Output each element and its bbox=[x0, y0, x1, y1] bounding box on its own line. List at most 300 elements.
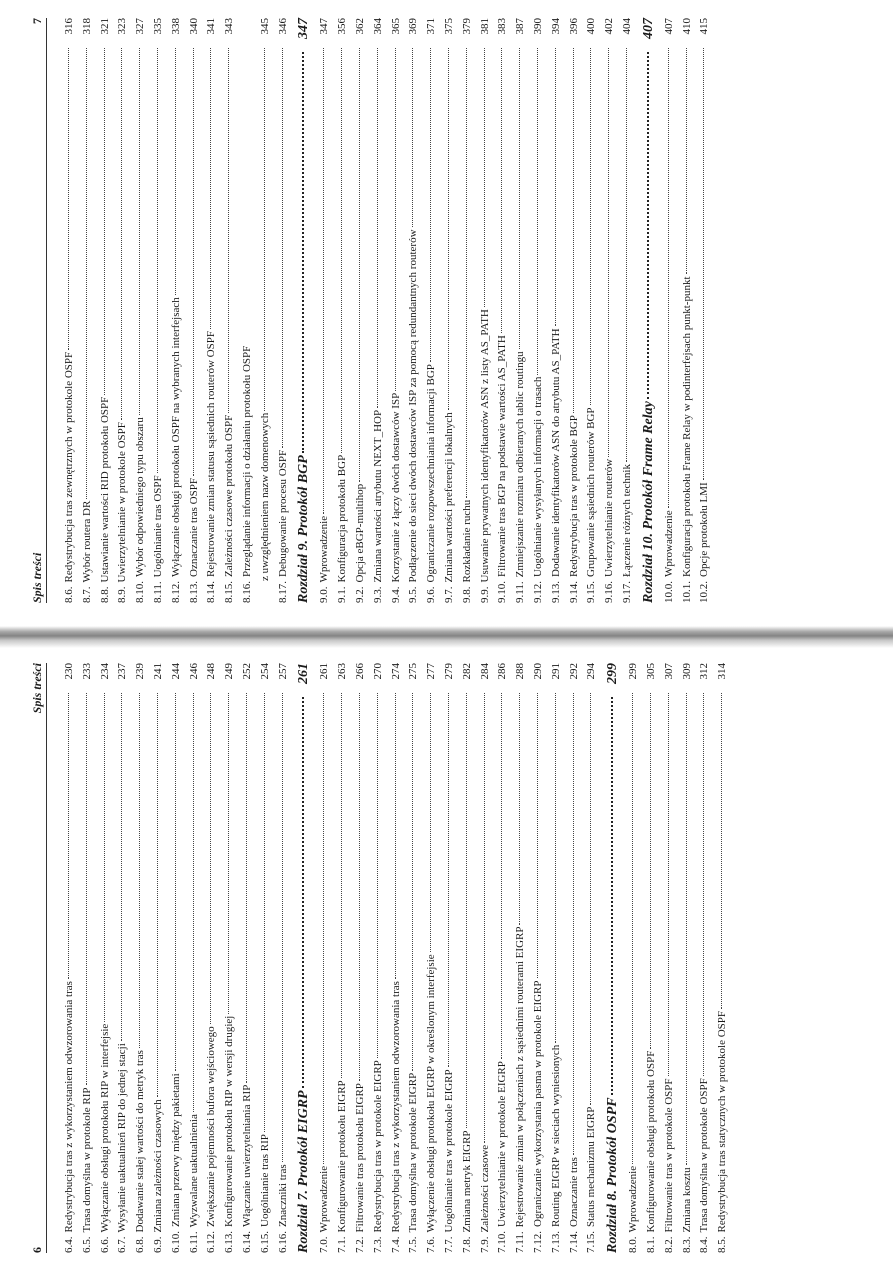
entry-page: 345 bbox=[258, 18, 271, 35]
entry-page: 254 bbox=[258, 663, 271, 680]
entry-number: 6.15. bbox=[258, 1231, 271, 1253]
entry-title: Dodawanie stałej wartości do metryk tras bbox=[134, 1050, 147, 1233]
entry-title: Konfigurowanie protokołu RIP w wersji drugiej bbox=[223, 1015, 236, 1227]
entry-page: 249 bbox=[223, 663, 236, 680]
toc-entry-row bbox=[132, 18, 150, 603]
entry-number: 6.13. bbox=[223, 1231, 236, 1253]
entry-page: 347 bbox=[318, 18, 331, 35]
entry-page: 248 bbox=[205, 663, 218, 680]
entry-number: 8.15. bbox=[223, 581, 236, 603]
dot-leader bbox=[377, 48, 378, 408]
toc-entry-row bbox=[441, 18, 459, 603]
entry-title: Uwierzytelnianie w protokole OSPF bbox=[116, 422, 129, 583]
entry-number: 8.16. bbox=[240, 581, 253, 603]
toc-entry-row bbox=[696, 663, 714, 1253]
entry-page: 369 bbox=[407, 18, 420, 35]
entry-number: 9.9. bbox=[478, 586, 491, 603]
toc-entry-row bbox=[132, 663, 150, 1253]
entry-number: 10.1. bbox=[680, 581, 693, 603]
entry-title: Zmiana przerwy między pakietami bbox=[169, 1073, 182, 1227]
toc-entry-row bbox=[512, 18, 530, 603]
entry-number: 9.13. bbox=[549, 581, 562, 603]
entry-number: 9.11. bbox=[514, 581, 527, 603]
toc-entry-row bbox=[316, 18, 334, 603]
entry-title: Zmniejszanie rozmiaru odbieranych tablic routingu bbox=[514, 351, 527, 578]
dot-leader bbox=[626, 48, 627, 462]
dot-leader bbox=[139, 48, 140, 415]
dot-leader bbox=[668, 48, 669, 508]
toc-entry-row bbox=[388, 18, 406, 603]
toc-entry-row bbox=[512, 663, 530, 1253]
entry-number: 8.2. bbox=[662, 1236, 675, 1253]
entry-number: 6.14. bbox=[240, 1231, 253, 1253]
entry-number: 8.17. bbox=[276, 581, 289, 603]
toc-entry-row bbox=[679, 18, 697, 603]
toc-entry-row bbox=[114, 18, 132, 603]
dot-leader bbox=[466, 48, 467, 498]
entry-page: 415 bbox=[698, 18, 711, 35]
entry-title: Wybór odpowiedniego typu obszaru bbox=[134, 417, 147, 577]
toc-entry-row bbox=[583, 663, 601, 1253]
entry-number: 8.11. bbox=[151, 581, 164, 603]
entry-page: 284 bbox=[478, 663, 491, 680]
entry-title: Wprowadzenie bbox=[318, 515, 331, 583]
entry-title: Dodawanie identyfikatorów ASN do atrybutu AS_PATH bbox=[549, 328, 562, 577]
entry-number: 9.15. bbox=[585, 581, 598, 603]
entry-number: 9.4. bbox=[389, 586, 402, 603]
dot-leader bbox=[121, 48, 122, 420]
gutter-shadow bbox=[0, 626, 893, 648]
entry-title: Zmiana kosztu bbox=[680, 1167, 693, 1233]
entry-number: 6.4. bbox=[63, 1236, 75, 1253]
entry-number: 6.6. bbox=[98, 1236, 111, 1253]
toc-entry-row bbox=[661, 663, 679, 1253]
toc-entry-row bbox=[530, 18, 548, 603]
entry-title: Wyłączenie obsługi protokołu EIGRP w określonym interfejsie bbox=[425, 954, 438, 1233]
entry-title: Status mechanizmu EIGRP bbox=[585, 1106, 598, 1227]
entry-number: 8.1. bbox=[644, 1236, 657, 1253]
entry-page: 381 bbox=[478, 18, 491, 35]
entry-number: 6.5. bbox=[80, 1236, 93, 1253]
entry-page: 233 bbox=[80, 663, 93, 680]
dot-leader bbox=[282, 48, 283, 448]
entry-page: 241 bbox=[151, 663, 164, 680]
entry-page: 266 bbox=[353, 663, 366, 680]
entry-page: 234 bbox=[98, 663, 111, 680]
entry-title: Redystrybucja tras z wykorzystaniem odwzorowania tras bbox=[63, 981, 75, 1233]
toc-entry-row bbox=[423, 663, 441, 1253]
entry-number: 7.4. bbox=[389, 1236, 402, 1253]
entry-page: 261 bbox=[296, 663, 312, 684]
entry-page: 390 bbox=[531, 18, 544, 35]
entry-page: 407 bbox=[640, 18, 656, 39]
entry-title: Konfigurowanie obsługi protokołu OSPF bbox=[644, 1050, 657, 1233]
toc-entry-row bbox=[370, 663, 388, 1253]
entry-page: 270 bbox=[371, 663, 384, 680]
toc-entry-row bbox=[530, 663, 548, 1253]
chapter-title: Rozdział 8. Protokół OSPF bbox=[605, 1097, 621, 1253]
dot-leader bbox=[668, 693, 669, 1077]
page-header bbox=[30, 18, 47, 603]
dot-leader bbox=[650, 693, 651, 1049]
right-page bbox=[30, 18, 870, 603]
entry-page: 257 bbox=[276, 663, 289, 680]
entry-title: Przeglądanie informacji o działaniu protokołu OSPF bbox=[240, 345, 253, 577]
entry-title: Redystrybucja tras w protokole EIGRP bbox=[371, 1060, 384, 1233]
toc-entry-row bbox=[643, 663, 661, 1253]
dot-leader bbox=[359, 693, 360, 1081]
entry-title: Opcja eBGP-multihop bbox=[353, 483, 366, 583]
toc-entry-row bbox=[221, 663, 239, 1253]
entry-number: 7.2. bbox=[353, 1236, 366, 1253]
entry-page: 299 bbox=[605, 663, 621, 684]
toc-entry-row bbox=[441, 663, 459, 1253]
entry-number: 7.3. bbox=[371, 1236, 384, 1253]
dot-leader bbox=[686, 693, 687, 1165]
dot-leader bbox=[686, 48, 687, 274]
entry-page: 375 bbox=[442, 18, 455, 35]
entry-number: 7.9. bbox=[478, 1236, 491, 1253]
entry-title: Zwiększanie pojemności bufora wejściowego bbox=[205, 1026, 218, 1227]
entry-number: 9.2. bbox=[353, 586, 366, 603]
entry-number: 7.7. bbox=[442, 1236, 455, 1253]
dot-leader bbox=[246, 693, 247, 1083]
dot-leader bbox=[573, 48, 574, 413]
dot-leader bbox=[519, 48, 520, 349]
dot-leader bbox=[157, 693, 158, 1097]
dot-leader bbox=[608, 48, 609, 457]
dot-leader bbox=[193, 48, 194, 476]
toc-entry-row bbox=[548, 663, 566, 1253]
toc-entry-row bbox=[459, 18, 477, 603]
entry-number: 7.1. bbox=[336, 1236, 349, 1253]
entry-page: 292 bbox=[567, 663, 580, 680]
dot-leader bbox=[590, 693, 591, 1105]
entry-number: 6.16. bbox=[276, 1231, 289, 1253]
page-header bbox=[30, 663, 47, 1253]
dot-leader bbox=[501, 48, 502, 333]
entry-number: 8.0. bbox=[627, 1236, 640, 1253]
entry-page: 394 bbox=[549, 18, 562, 35]
dot-leader bbox=[175, 48, 176, 295]
entry-title: Uogólnianie wysyłanych informacji o trasach bbox=[531, 376, 544, 577]
toc-chapter-row bbox=[637, 18, 661, 603]
entry-number: 9.17. bbox=[620, 581, 633, 603]
toc-entry-row bbox=[696, 18, 714, 603]
entry-number: 8.7. bbox=[80, 586, 93, 603]
entry-page: 290 bbox=[531, 663, 544, 680]
toc-entry-row bbox=[352, 663, 370, 1253]
entry-title: Trasa domyślna w protokole OSPF bbox=[698, 1078, 711, 1233]
entry-number: 8.12. bbox=[169, 581, 182, 603]
dot-leader bbox=[228, 693, 229, 1014]
entry-number: 8.4. bbox=[698, 1236, 711, 1253]
entry-title: Uwierzytelnianie routerów bbox=[603, 458, 616, 577]
entry-page: 277 bbox=[425, 663, 438, 680]
dot-leader bbox=[466, 693, 467, 1128]
dot-leader bbox=[703, 48, 704, 480]
toc-list bbox=[61, 663, 732, 1253]
entry-title: Zmiana wartości atrybutu NEXT_HOP bbox=[371, 409, 384, 583]
dot-leader bbox=[590, 48, 591, 405]
toc-entry-row bbox=[714, 663, 732, 1253]
entry-page: 335 bbox=[151, 18, 164, 35]
page-number: 6 bbox=[30, 1247, 44, 1253]
entry-page: 244 bbox=[169, 663, 182, 680]
dot-leader bbox=[264, 48, 265, 411]
entry-title: Zależności czasowe protokołu OSPF bbox=[223, 414, 236, 577]
entry-page: 286 bbox=[496, 663, 509, 680]
entry-page: 263 bbox=[336, 663, 349, 680]
entry-page: 282 bbox=[460, 663, 473, 680]
toc-chapter-row bbox=[292, 663, 316, 1253]
entry-title: Zmiana metryk EIGRP bbox=[460, 1130, 473, 1233]
dot-leader bbox=[519, 693, 520, 925]
dot-leader bbox=[157, 48, 158, 473]
dot-leader bbox=[86, 48, 87, 499]
entry-page: 252 bbox=[240, 663, 253, 680]
left-page bbox=[30, 663, 870, 1253]
entry-title: Wprowadzenie bbox=[318, 1165, 331, 1233]
entry-page: 341 bbox=[205, 18, 218, 35]
dot-leader bbox=[484, 693, 485, 1143]
toc-entry-row bbox=[601, 18, 619, 603]
entry-page: 327 bbox=[134, 18, 147, 35]
dot-leader bbox=[647, 52, 649, 399]
entry-number: 7.0. bbox=[318, 1236, 331, 1253]
toc-entry-row bbox=[494, 18, 512, 603]
entry-title: Znaczniki tras bbox=[276, 1164, 289, 1227]
entry-title: Zmiana wartości preferencji lokalnych bbox=[442, 412, 455, 583]
toc-entry-row bbox=[150, 18, 168, 603]
toc-entry-row bbox=[459, 663, 477, 1253]
entry-number: 7.12. bbox=[531, 1231, 544, 1253]
entry-page: 294 bbox=[585, 663, 598, 680]
toc-entry-row bbox=[61, 663, 79, 1253]
toc-entry-row bbox=[275, 18, 293, 603]
dot-leader bbox=[323, 693, 324, 1164]
dot-leader bbox=[228, 48, 229, 413]
entry-number: 6.9. bbox=[151, 1236, 164, 1253]
toc-entry-row bbox=[257, 18, 275, 603]
entry-title: Uogólnianie tras RIP bbox=[258, 1134, 271, 1227]
toc-entry-row bbox=[566, 18, 584, 603]
dot-leader bbox=[139, 693, 140, 1048]
entry-page: 314 bbox=[716, 663, 729, 680]
entry-page: 402 bbox=[603, 18, 616, 35]
entry-page: 365 bbox=[389, 18, 402, 35]
entry-page: 404 bbox=[620, 18, 633, 35]
dot-leader bbox=[703, 693, 704, 1076]
entry-page: 318 bbox=[80, 18, 93, 35]
toc-chapter-row bbox=[292, 18, 316, 603]
toc-entry-row bbox=[239, 663, 257, 1253]
dot-leader bbox=[302, 697, 304, 1088]
toc-entry-row bbox=[566, 663, 584, 1253]
toc-entry-row bbox=[583, 18, 601, 603]
entry-number: 9.10. bbox=[496, 581, 509, 603]
toc-entry-row bbox=[661, 18, 679, 603]
entry-page: 312 bbox=[698, 663, 711, 680]
entry-number: 7.13. bbox=[549, 1231, 562, 1253]
dot-leader bbox=[121, 693, 122, 1041]
entry-page: 307 bbox=[662, 663, 675, 680]
toc-entry-row bbox=[203, 663, 221, 1253]
dot-leader bbox=[104, 693, 105, 1022]
toc-entry-row bbox=[97, 663, 115, 1253]
entry-number: 6.11. bbox=[187, 1231, 200, 1253]
toc-entry-row bbox=[405, 18, 423, 603]
dot-leader bbox=[555, 48, 556, 326]
toc-entry-row bbox=[257, 663, 275, 1253]
dot-leader bbox=[501, 693, 502, 1059]
entry-title: Wybór routera DR bbox=[80, 500, 93, 583]
entry-page: 316 bbox=[63, 18, 75, 35]
entry-page: 309 bbox=[680, 663, 693, 680]
toc-entry-row bbox=[494, 663, 512, 1253]
dot-leader bbox=[68, 693, 69, 979]
toc-entry-row bbox=[619, 18, 637, 603]
entry-number: 7.10. bbox=[496, 1231, 509, 1253]
dot-leader bbox=[537, 48, 538, 375]
entry-number: 9.6. bbox=[425, 586, 438, 603]
entry-title: Wprowadzenie bbox=[627, 1165, 640, 1233]
entry-number: 8.3. bbox=[680, 1236, 693, 1253]
entry-title: Usuwanie prywatnych identyfikatorów ASN z listy AS_PATH bbox=[478, 309, 491, 583]
entry-number: 9.5. bbox=[407, 586, 420, 603]
toc-chapter-row bbox=[601, 663, 625, 1253]
toc-entry-row bbox=[97, 18, 115, 603]
dot-leader bbox=[210, 48, 211, 329]
entry-number: 7.11. bbox=[514, 1231, 527, 1253]
entry-number: 10.0. bbox=[662, 581, 675, 603]
entry-title: Wyłączanie obsługi protokołu RIP w interfejsie bbox=[98, 1023, 111, 1233]
entry-page: 246 bbox=[187, 663, 200, 680]
toc-entry-row bbox=[334, 663, 352, 1253]
entry-page: 362 bbox=[353, 18, 366, 35]
entry-number: 9.8. bbox=[460, 586, 473, 603]
toc-entry-row bbox=[79, 18, 97, 603]
entry-title: Filtrowanie tras BGP na podstawie wartości AS_PATH bbox=[496, 335, 509, 577]
entry-page: 279 bbox=[442, 663, 455, 680]
dot-leader bbox=[632, 693, 633, 1164]
entry-page: 275 bbox=[407, 663, 420, 680]
entry-number: 7.5. bbox=[407, 1236, 420, 1253]
dot-leader bbox=[282, 693, 283, 1162]
toc-entry-row bbox=[477, 663, 495, 1253]
page-number: 7 bbox=[30, 18, 44, 24]
entry-page: 305 bbox=[644, 663, 657, 680]
entry-title: Wyzwalane uaktualnienia bbox=[187, 1114, 200, 1228]
entry-title: Oznaczanie tras bbox=[567, 1157, 580, 1227]
entry-page: 237 bbox=[116, 663, 129, 680]
entry-page: 321 bbox=[98, 18, 111, 35]
toc-entry-row bbox=[423, 18, 441, 603]
entry-title: Zależności czasowe bbox=[478, 1144, 491, 1233]
entry-title: Grupowanie sąsiednich routerów BGP bbox=[585, 407, 598, 577]
entry-page: 274 bbox=[389, 663, 402, 680]
toc-entry-row bbox=[239, 18, 257, 603]
entry-number: 6.12. bbox=[205, 1231, 218, 1253]
dot-leader bbox=[448, 48, 449, 410]
entry-title: Opcje protokołu LMI bbox=[698, 482, 711, 577]
dot-leader bbox=[68, 48, 69, 350]
dot-leader bbox=[302, 52, 304, 453]
dot-leader bbox=[412, 693, 413, 1071]
entry-number: 9.3. bbox=[371, 586, 384, 603]
entry-title: Uwierzytelnianie w protokole EIGRP bbox=[496, 1061, 509, 1227]
entry-title: z uwzględnieniem nazw domenowych bbox=[258, 412, 271, 581]
chapter-title: Rozdział 10. Protokół Frame Relay bbox=[640, 401, 656, 603]
dot-leader bbox=[448, 693, 449, 1067]
toc-entry-row bbox=[186, 18, 204, 603]
dot-leader bbox=[395, 693, 396, 979]
toc-entry-row bbox=[405, 663, 423, 1253]
entry-number: 8.10. bbox=[134, 581, 147, 603]
entry-number: 8.6. bbox=[63, 586, 75, 603]
entry-page: 396 bbox=[567, 18, 580, 35]
entry-page: 383 bbox=[496, 18, 509, 35]
toc-entry-row bbox=[168, 18, 186, 603]
toc-entry-row bbox=[477, 18, 495, 603]
toc-entry-row bbox=[388, 663, 406, 1253]
entry-number: 8.5. bbox=[716, 1236, 729, 1253]
toc-entry-row bbox=[334, 18, 352, 603]
dot-leader bbox=[377, 693, 378, 1058]
dot-leader bbox=[323, 48, 324, 514]
dot-leader bbox=[484, 48, 485, 307]
book-gutter bbox=[0, 608, 893, 658]
entry-title: Rejestrowanie zmian statusu sąsiednich routerów OSPF bbox=[205, 331, 218, 577]
entry-title: Podłączenie do sieci dwóch dostawców ISP za pomocą redundantnych routerów bbox=[407, 229, 420, 583]
entry-number: 6.10. bbox=[169, 1231, 182, 1253]
entry-number: 9.12. bbox=[531, 581, 544, 603]
entry-number: 6.7. bbox=[116, 1236, 129, 1253]
toc-entry-row bbox=[679, 663, 697, 1253]
entry-title: Uogólnianie tras w protokole EIGRP bbox=[442, 1069, 455, 1233]
entry-title: Łączenie różnych technik bbox=[620, 464, 633, 577]
dot-leader bbox=[210, 693, 211, 1024]
entry-title: Konfigurowanie protokołu EIGRP bbox=[336, 1080, 349, 1233]
dot-leader bbox=[193, 693, 194, 1112]
entry-number: 7.6. bbox=[425, 1236, 438, 1253]
dot-leader bbox=[573, 693, 574, 1155]
header-title: Spis treści bbox=[30, 552, 44, 603]
entry-title: Uogólnianie tras OSPF bbox=[151, 475, 164, 578]
header-title: Spis treści bbox=[30, 663, 44, 714]
entry-page: 400 bbox=[585, 18, 598, 35]
dot-leader bbox=[341, 693, 342, 1078]
dot-leader bbox=[175, 693, 176, 1071]
toc-entry-row bbox=[275, 663, 293, 1253]
entry-page: 410 bbox=[680, 18, 693, 35]
entry-page: 299 bbox=[627, 663, 640, 680]
entry-title: Konfiguracja protokołu BGP bbox=[336, 454, 349, 583]
entry-title: Trasa domyślna w protokole EIGRP bbox=[407, 1072, 420, 1233]
entry-title: Redystrybucja tras z wykorzystaniem odwzorowania tras bbox=[389, 981, 402, 1233]
dot-leader bbox=[537, 693, 538, 978]
toc-entry-row bbox=[625, 663, 643, 1253]
toc-entry-row bbox=[203, 18, 221, 603]
entry-number: 9.7. bbox=[442, 586, 455, 603]
entry-title: Korzystanie z łączy dwóch dostawców ISP bbox=[389, 392, 402, 583]
toc-entry-row bbox=[370, 18, 388, 603]
entry-title: Rozkładanie ruchu bbox=[460, 499, 473, 583]
entry-title: Ograniczanie rozpowszechniania informacji BGP bbox=[425, 364, 438, 583]
entry-number: 10.2. bbox=[698, 581, 711, 603]
toc-entry-row bbox=[150, 663, 168, 1253]
entry-page: 288 bbox=[514, 663, 527, 680]
